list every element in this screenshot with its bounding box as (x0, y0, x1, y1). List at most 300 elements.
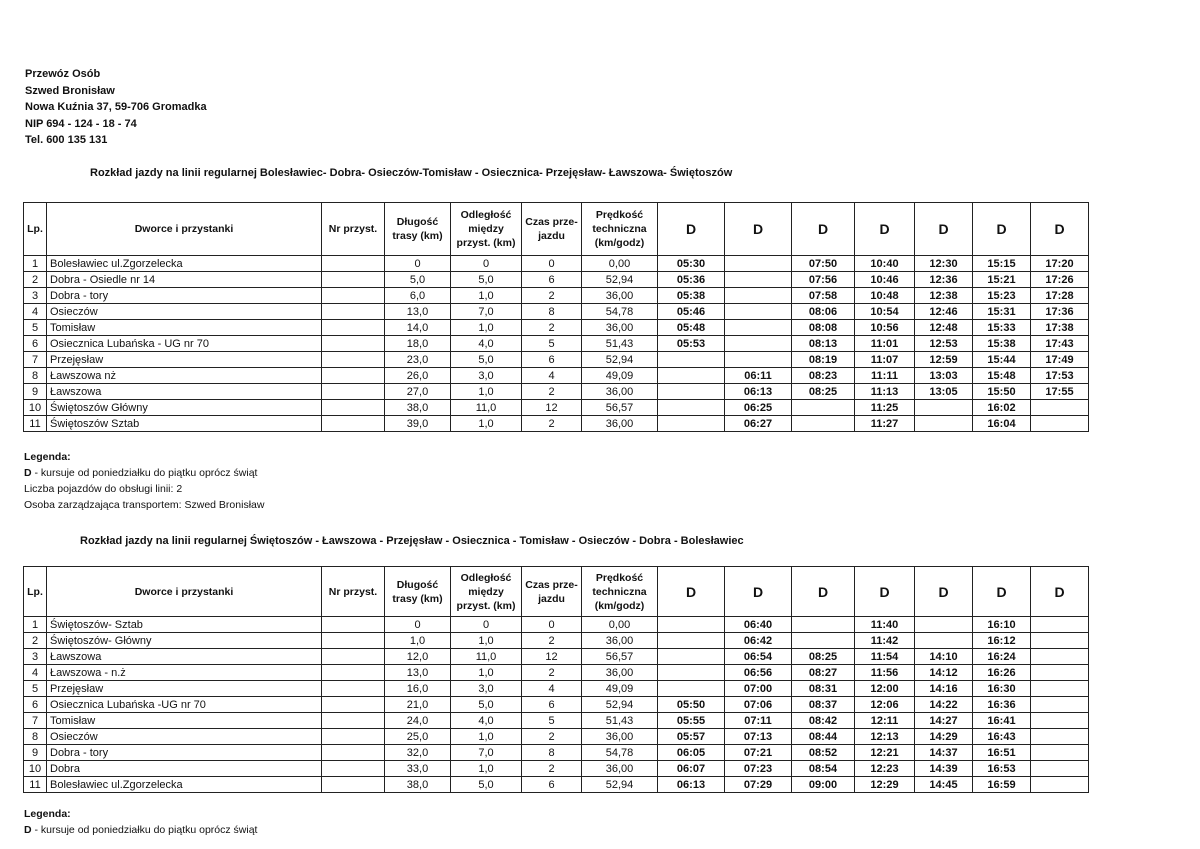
cell-stop-name: Świętoszów Sztab (47, 416, 322, 432)
col-d: D (792, 567, 855, 617)
cell-departure-time: 06:27 (725, 416, 792, 432)
cell-distance: 11,0 (451, 400, 522, 416)
cell-departure-time: 14:12 (915, 665, 973, 681)
col-name: Dworce i przystanki (47, 567, 322, 617)
cell-speed: 56,57 (582, 649, 658, 665)
cell-departure-time: 11:56 (855, 665, 915, 681)
cell-nr (322, 745, 385, 761)
cell-departure-time (658, 400, 725, 416)
cell-route-length: 33,0 (385, 761, 451, 777)
owner-name: Szwed Bronisław (25, 84, 115, 97)
cell-departure-time: 12:38 (915, 288, 973, 304)
table-row (24, 633, 1089, 649)
cell-lp: 4 (24, 304, 47, 320)
cell-departure-time: 12:06 (855, 697, 915, 713)
col-d: D (973, 567, 1031, 617)
cell-speed: 54,78 (582, 745, 658, 761)
cell-travel-time: 12 (522, 649, 582, 665)
cell-departure-time: 16:24 (973, 649, 1031, 665)
cell-lp: 1 (24, 256, 47, 272)
col-d: D (658, 203, 725, 256)
cell-stop-name: Dobra (47, 761, 322, 777)
cell-departure-time: 16:59 (973, 777, 1031, 793)
cell-departure-time: 07:50 (792, 256, 855, 272)
table-row (24, 256, 1089, 272)
table-row (24, 320, 1089, 336)
cell-departure-time (792, 617, 855, 633)
cell-lp: 3 (24, 288, 47, 304)
cell-departure-time: 16:02 (973, 400, 1031, 416)
legend1-title: Legenda: (24, 451, 71, 463)
table-row (24, 304, 1089, 320)
col-d: D (725, 203, 792, 256)
cell-stop-name: Dobra - Osiedle nr 14 (47, 272, 322, 288)
cell-distance: 1,0 (451, 416, 522, 432)
cell-departure-time: 05:48 (658, 320, 725, 336)
cell-distance: 5,0 (451, 352, 522, 368)
cell-route-length: 14,0 (385, 320, 451, 336)
cell-travel-time: 6 (522, 777, 582, 793)
cell-departure-time: 17:20 (1031, 256, 1089, 272)
cell-route-length: 0 (385, 617, 451, 633)
cell-nr (322, 272, 385, 288)
cell-travel-time: 2 (522, 320, 582, 336)
cell-travel-time: 2 (522, 729, 582, 745)
cell-distance: 11,0 (451, 649, 522, 665)
cell-departure-time: 08:27 (792, 665, 855, 681)
cell-departure-time (915, 633, 973, 649)
cell-departure-time (1031, 697, 1089, 713)
legend1-d-key: D (24, 467, 32, 479)
cell-stop-name: Tomisław (47, 320, 322, 336)
cell-route-length: 32,0 (385, 745, 451, 761)
cell-departure-time (725, 320, 792, 336)
cell-speed: 56,57 (582, 400, 658, 416)
cell-route-length: 0 (385, 256, 451, 272)
cell-departure-time (1031, 400, 1089, 416)
cell-departure-time: 15:21 (973, 272, 1031, 288)
table-row (24, 713, 1089, 729)
cell-speed: 51,43 (582, 336, 658, 352)
col-d: D (725, 567, 792, 617)
cell-distance: 0 (451, 256, 522, 272)
cell-departure-time: 05:57 (658, 729, 725, 745)
cell-departure-time: 16:30 (973, 681, 1031, 697)
cell-lp: 10 (24, 761, 47, 777)
cell-departure-time: 14:45 (915, 777, 973, 793)
cell-lp: 4 (24, 665, 47, 681)
cell-speed: 36,00 (582, 761, 658, 777)
cell-lp: 3 (24, 649, 47, 665)
cell-travel-time: 8 (522, 745, 582, 761)
cell-departure-time (1031, 745, 1089, 761)
cell-nr (322, 681, 385, 697)
cell-departure-time (915, 617, 973, 633)
cell-lp: 5 (24, 681, 47, 697)
cell-departure-time: 08:23 (792, 368, 855, 384)
cell-departure-time: 15:31 (973, 304, 1031, 320)
cell-departure-time: 10:40 (855, 256, 915, 272)
cell-departure-time: 06:07 (658, 761, 725, 777)
cell-stop-name: Świętoszów Główny (47, 400, 322, 416)
cell-route-length: 26,0 (385, 368, 451, 384)
cell-nr (322, 288, 385, 304)
cell-lp: 8 (24, 368, 47, 384)
cell-route-length: 23,0 (385, 352, 451, 368)
cell-route-length: 16,0 (385, 681, 451, 697)
table-row (24, 649, 1089, 665)
cell-departure-time: 14:37 (915, 745, 973, 761)
cell-speed: 36,00 (582, 416, 658, 432)
cell-departure-time (1031, 713, 1089, 729)
cell-departure-time: 13:05 (915, 384, 973, 400)
cell-lp: 7 (24, 713, 47, 729)
table-row (24, 729, 1089, 745)
cell-route-length: 6,0 (385, 288, 451, 304)
table-row (24, 777, 1089, 793)
cell-distance: 1,0 (451, 729, 522, 745)
cell-departure-time (725, 288, 792, 304)
table-row (24, 272, 1089, 288)
cell-departure-time: 05:50 (658, 697, 725, 713)
cell-travel-time: 2 (522, 384, 582, 400)
cell-stop-name: Tomisław (47, 713, 322, 729)
col-predkosc: Prędkość techniczna (km/godz) (582, 567, 658, 617)
col-predkosc: Prędkość techniczna (km/godz) (582, 203, 658, 256)
cell-travel-time: 4 (522, 681, 582, 697)
cell-nr (322, 320, 385, 336)
cell-departure-time: 17:38 (1031, 320, 1089, 336)
table-row (24, 416, 1089, 432)
company-header (25, 66, 207, 149)
cell-departure-time: 05:36 (658, 272, 725, 288)
cell-departure-time: 08:13 (792, 336, 855, 352)
cell-departure-time (1031, 416, 1089, 432)
legend1-manager: Osoba zarządzająca transportem: Szwed Bronisław (24, 499, 265, 511)
cell-departure-time: 11:25 (855, 400, 915, 416)
cell-departure-time (1031, 665, 1089, 681)
legend1 (24, 449, 264, 513)
cell-lp: 9 (24, 384, 47, 400)
cell-speed: 36,00 (582, 288, 658, 304)
cell-speed: 36,00 (582, 320, 658, 336)
timetable1-title: Rozkład jazdy na linii regularnej Bolesławiec- Dobra- Osieczów-Tomisław - Osiecznica- Przejęsław- Ławszowa- Świętoszów (90, 167, 733, 179)
cell-departure-time: 11:07 (855, 352, 915, 368)
cell-departure-time: 09:00 (792, 777, 855, 793)
cell-distance: 1,0 (451, 288, 522, 304)
legend2-d-key: D (24, 824, 32, 836)
cell-departure-time (658, 352, 725, 368)
cell-nr (322, 256, 385, 272)
cell-departure-time: 17:49 (1031, 352, 1089, 368)
cell-distance: 1,0 (451, 633, 522, 649)
timetable2-title: Rozkład jazdy na linii regularnej Świętoszów - Ławszowa - Przejęsław - Osiecznica - Tomisław - Osieczów - Dobra - Bolesławiec (80, 535, 744, 547)
cell-route-length: 12,0 (385, 649, 451, 665)
cell-departure-time: 08:54 (792, 761, 855, 777)
cell-speed: 52,94 (582, 777, 658, 793)
col-nr: Nr przyst. (322, 567, 385, 617)
cell-departure-time: 15:15 (973, 256, 1031, 272)
cell-departure-time: 14:27 (915, 713, 973, 729)
cell-departure-time: 15:50 (973, 384, 1031, 400)
legend2-title: Legenda: (24, 808, 71, 820)
col-d: D (1031, 203, 1089, 256)
cell-speed: 0,00 (582, 256, 658, 272)
cell-departure-time: 07:11 (725, 713, 792, 729)
cell-departure-time (1031, 761, 1089, 777)
table-row (24, 665, 1089, 681)
cell-departure-time: 06:40 (725, 617, 792, 633)
table-row (24, 288, 1089, 304)
cell-speed: 52,94 (582, 697, 658, 713)
cell-departure-time: 16:53 (973, 761, 1031, 777)
cell-lp: 10 (24, 400, 47, 416)
cell-departure-time: 06:13 (725, 384, 792, 400)
cell-stop-name: Osieczów (47, 304, 322, 320)
cell-departure-time (1031, 681, 1089, 697)
cell-stop-name: Osiecznica Lubańska -UG nr 70 (47, 697, 322, 713)
cell-route-length: 5,0 (385, 272, 451, 288)
cell-departure-time: 11:27 (855, 416, 915, 432)
cell-departure-time: 08:31 (792, 681, 855, 697)
cell-departure-time: 10:54 (855, 304, 915, 320)
cell-travel-time: 5 (522, 336, 582, 352)
cell-departure-time: 05:30 (658, 256, 725, 272)
cell-nr (322, 416, 385, 432)
cell-nr (322, 304, 385, 320)
cell-departure-time: 08:08 (792, 320, 855, 336)
cell-distance: 7,0 (451, 304, 522, 320)
cell-route-length: 25,0 (385, 729, 451, 745)
cell-departure-time (725, 352, 792, 368)
cell-departure-time (658, 368, 725, 384)
cell-departure-time: 13:03 (915, 368, 973, 384)
cell-lp: 2 (24, 272, 47, 288)
cell-departure-time: 10:56 (855, 320, 915, 336)
col-d: D (1031, 567, 1089, 617)
table-row (24, 745, 1089, 761)
col-lp: Lp. (24, 203, 47, 256)
cell-departure-time: 14:10 (915, 649, 973, 665)
cell-nr (322, 633, 385, 649)
cell-departure-time (792, 416, 855, 432)
cell-stop-name: Bolesławiec ul.Zgorzelecka (47, 777, 322, 793)
cell-nr (322, 400, 385, 416)
cell-departure-time: 15:48 (973, 368, 1031, 384)
cell-departure-time: 16:12 (973, 633, 1031, 649)
cell-distance: 3,0 (451, 681, 522, 697)
cell-departure-time: 15:33 (973, 320, 1031, 336)
cell-departure-time: 12:53 (915, 336, 973, 352)
cell-departure-time: 17:55 (1031, 384, 1089, 400)
cell-lp: 1 (24, 617, 47, 633)
cell-departure-time: 16:43 (973, 729, 1031, 745)
cell-departure-time: 05:46 (658, 304, 725, 320)
cell-nr (322, 665, 385, 681)
col-lp: Lp. (24, 567, 47, 617)
cell-departure-time: 15:23 (973, 288, 1031, 304)
cell-departure-time (792, 633, 855, 649)
cell-travel-time: 2 (522, 665, 582, 681)
cell-stop-name: Przejęsław (47, 681, 322, 697)
cell-departure-time: 08:25 (792, 384, 855, 400)
cell-speed: 36,00 (582, 665, 658, 681)
cell-departure-time: 06:42 (725, 633, 792, 649)
cell-stop-name: Ławszowa (47, 384, 322, 400)
cell-departure-time: 07:13 (725, 729, 792, 745)
cell-distance: 3,0 (451, 368, 522, 384)
cell-departure-time: 07:06 (725, 697, 792, 713)
cell-departure-time: 17:43 (1031, 336, 1089, 352)
cell-route-length: 24,0 (385, 713, 451, 729)
cell-speed: 49,09 (582, 681, 658, 697)
cell-departure-time (1031, 777, 1089, 793)
cell-lp: 5 (24, 320, 47, 336)
cell-distance: 7,0 (451, 745, 522, 761)
cell-speed: 49,09 (582, 368, 658, 384)
company-name: Przewóz Osób (25, 68, 101, 80)
col-d: D (973, 203, 1031, 256)
table-row (24, 697, 1089, 713)
cell-departure-time: 15:38 (973, 336, 1031, 352)
cell-nr (322, 368, 385, 384)
cell-departure-time: 16:36 (973, 697, 1031, 713)
table-row (24, 400, 1089, 416)
cell-departure-time: 05:55 (658, 713, 725, 729)
cell-distance: 1,0 (451, 320, 522, 336)
cell-speed: 52,94 (582, 272, 658, 288)
cell-departure-time: 16:04 (973, 416, 1031, 432)
company-nip: NIP 694 - 124 - 18 - 74 (25, 117, 137, 130)
company-phone: Tel. 600 135 131 (25, 134, 108, 146)
cell-lp: 11 (24, 416, 47, 432)
cell-departure-time: 12:46 (915, 304, 973, 320)
cell-route-length: 21,0 (385, 697, 451, 713)
cell-departure-time (915, 400, 973, 416)
cell-nr (322, 697, 385, 713)
cell-departure-time: 08:25 (792, 649, 855, 665)
col-name: Dworce i przystanki (47, 203, 322, 256)
cell-travel-time: 2 (522, 633, 582, 649)
cell-stop-name: Ławszowa - n.ż (47, 665, 322, 681)
legend2 (24, 806, 257, 838)
col-czas: Czas prze-jazdu (522, 567, 582, 617)
cell-departure-time: 14:16 (915, 681, 973, 697)
cell-speed: 0,00 (582, 617, 658, 633)
cell-route-length: 39,0 (385, 416, 451, 432)
cell-departure-time: 08:42 (792, 713, 855, 729)
cell-lp: 6 (24, 336, 47, 352)
table-row (24, 617, 1089, 633)
cell-speed: 36,00 (582, 633, 658, 649)
cell-route-length: 18,0 (385, 336, 451, 352)
cell-departure-time: 12:23 (855, 761, 915, 777)
cell-departure-time: 06:54 (725, 649, 792, 665)
col-d: D (855, 203, 915, 256)
cell-departure-time (1031, 633, 1089, 649)
col-dlugosc: Długość trasy (km) (385, 567, 451, 617)
cell-departure-time: 06:13 (658, 777, 725, 793)
cell-travel-time: 6 (522, 352, 582, 368)
cell-travel-time: 0 (522, 256, 582, 272)
col-odleglosc: Odległość między przyst. (km) (451, 203, 522, 256)
cell-route-length: 27,0 (385, 384, 451, 400)
cell-departure-time: 17:53 (1031, 368, 1089, 384)
cell-route-length: 1,0 (385, 633, 451, 649)
cell-nr (322, 617, 385, 633)
cell-route-length: 38,0 (385, 400, 451, 416)
timetable1-table (23, 202, 1089, 432)
cell-distance: 0 (451, 617, 522, 633)
cell-travel-time: 2 (522, 761, 582, 777)
cell-travel-time: 2 (522, 288, 582, 304)
cell-speed: 36,00 (582, 729, 658, 745)
cell-departure-time: 06:25 (725, 400, 792, 416)
cell-departure-time: 07:29 (725, 777, 792, 793)
table-row (24, 761, 1089, 777)
cell-departure-time (658, 633, 725, 649)
cell-travel-time: 8 (522, 304, 582, 320)
cell-departure-time (915, 416, 973, 432)
cell-departure-time (725, 336, 792, 352)
cell-lp: 2 (24, 633, 47, 649)
cell-departure-time: 14:39 (915, 761, 973, 777)
cell-departure-time: 11:01 (855, 336, 915, 352)
cell-stop-name: Dobra - tory (47, 288, 322, 304)
cell-nr (322, 352, 385, 368)
cell-departure-time (1031, 729, 1089, 745)
cell-departure-time: 16:26 (973, 665, 1031, 681)
cell-departure-time: 06:56 (725, 665, 792, 681)
cell-departure-time (725, 272, 792, 288)
cell-stop-name: Osieczów (47, 729, 322, 745)
cell-stop-name: Przejęsław (47, 352, 322, 368)
cell-departure-time: 11:42 (855, 633, 915, 649)
cell-speed: 52,94 (582, 352, 658, 368)
cell-nr (322, 729, 385, 745)
table-row (24, 352, 1089, 368)
cell-departure-time (658, 681, 725, 697)
cell-distance: 4,0 (451, 336, 522, 352)
cell-departure-time: 06:05 (658, 745, 725, 761)
cell-nr (322, 713, 385, 729)
cell-departure-time: 12:00 (855, 681, 915, 697)
cell-departure-time: 11:11 (855, 368, 915, 384)
cell-lp: 7 (24, 352, 47, 368)
legend1-vehicles: Liczba pojazdów do obsługi linii: 2 (24, 483, 183, 495)
cell-departure-time: 16:51 (973, 745, 1031, 761)
legend2-d-text: - kursuje od poniedziałku do piątku oprócz świąt (31, 824, 258, 836)
cell-departure-time (1031, 617, 1089, 633)
cell-stop-name: Bolesławiec ul.Zgorzelecka (47, 256, 322, 272)
cell-departure-time: 12:48 (915, 320, 973, 336)
cell-lp: 9 (24, 745, 47, 761)
cell-distance: 5,0 (451, 272, 522, 288)
cell-travel-time: 6 (522, 272, 582, 288)
cell-departure-time: 11:40 (855, 617, 915, 633)
cell-speed: 54,78 (582, 304, 658, 320)
col-nr: Nr przyst. (322, 203, 385, 256)
cell-departure-time: 06:11 (725, 368, 792, 384)
cell-departure-time: 12:13 (855, 729, 915, 745)
cell-departure-time: 17:36 (1031, 304, 1089, 320)
cell-departure-time: 08:44 (792, 729, 855, 745)
cell-route-length: 13,0 (385, 304, 451, 320)
cell-lp: 11 (24, 777, 47, 793)
cell-speed: 36,00 (582, 384, 658, 400)
cell-departure-time (658, 665, 725, 681)
cell-departure-time (725, 304, 792, 320)
